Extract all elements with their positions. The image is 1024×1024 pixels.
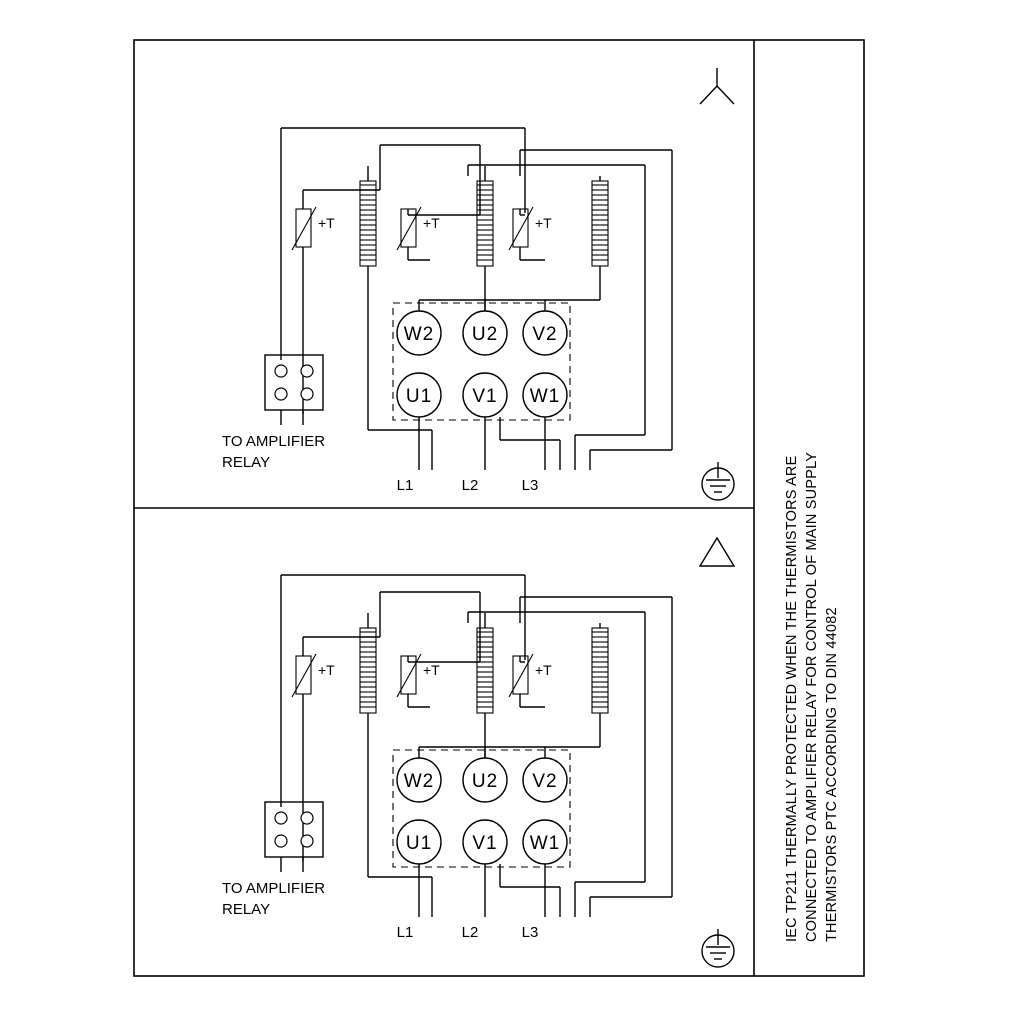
terminal-label-v2: V2	[532, 324, 558, 345]
terminal-label-w2: W2	[403, 324, 435, 345]
winding-coil-1	[360, 613, 376, 759]
terminal-label-u1: U1	[405, 833, 433, 854]
wye-symbol	[700, 68, 734, 104]
terminal-label-u2: U2	[471, 324, 499, 345]
supply-label-l2: L2	[461, 924, 479, 941]
thermistor-label-2: +T	[423, 662, 440, 678]
thermistor-label-3: +T	[535, 662, 552, 678]
panel-delta	[265, 538, 734, 967]
amplifier-label-line1: TO AMPLIFIER	[222, 433, 326, 450]
terminal-label-w1: W1	[529, 833, 561, 854]
earth-icon	[702, 462, 734, 500]
terminal-label-v1: V1	[472, 833, 498, 854]
amplifier-label-line2: RELAY	[222, 454, 271, 471]
supply-label-l1: L1	[396, 924, 414, 941]
note-line-2: CONNECTED TO AMPLIFIER RELAY FOR CONTROL OF MAIN SUPPLY	[804, 451, 820, 942]
amplifier-terminal-block	[265, 355, 323, 425]
supply-label-l3: L3	[521, 477, 539, 494]
notes-column	[764, 40, 864, 976]
winding-coil-3	[592, 623, 608, 747]
amplifier-label-line2: RELAY	[222, 901, 271, 918]
note-line-1: IEC TP211 THERMALLY PROTECTED WHEN THE THERMISTORS ARE	[784, 455, 800, 942]
amplifier-terminal-block	[265, 802, 323, 872]
winding-coil-3	[592, 176, 608, 300]
terminal-label-u2: U2	[471, 771, 499, 792]
thermistor-1	[292, 637, 316, 861]
supply-label-l3: L3	[521, 924, 539, 941]
delta-symbol	[700, 538, 734, 566]
terminal-label-v1: V1	[472, 386, 498, 407]
terminal-label-u1: U1	[405, 386, 433, 407]
terminal-label-v2: V2	[532, 771, 558, 792]
thermistor-label-1: +T	[318, 662, 335, 678]
supply-label-l1: L1	[396, 477, 414, 494]
note-line-3: THERMISTORS PTC ACCORDING TO DIN 44082	[824, 607, 840, 942]
terminal-label-w1: W1	[529, 386, 561, 407]
supply-label-l2: L2	[461, 477, 479, 494]
thermistor-1	[292, 190, 316, 414]
thermistor-label-3: +T	[535, 215, 552, 231]
earth-icon	[702, 929, 734, 967]
panel-star	[265, 68, 734, 500]
terminal-label-w2: W2	[403, 771, 435, 792]
thermistor-label-1: +T	[318, 215, 335, 231]
winding-coil-1	[360, 166, 376, 312]
amplifier-label-line1: TO AMPLIFIER	[222, 880, 326, 897]
thermistor-label-2: +T	[423, 215, 440, 231]
